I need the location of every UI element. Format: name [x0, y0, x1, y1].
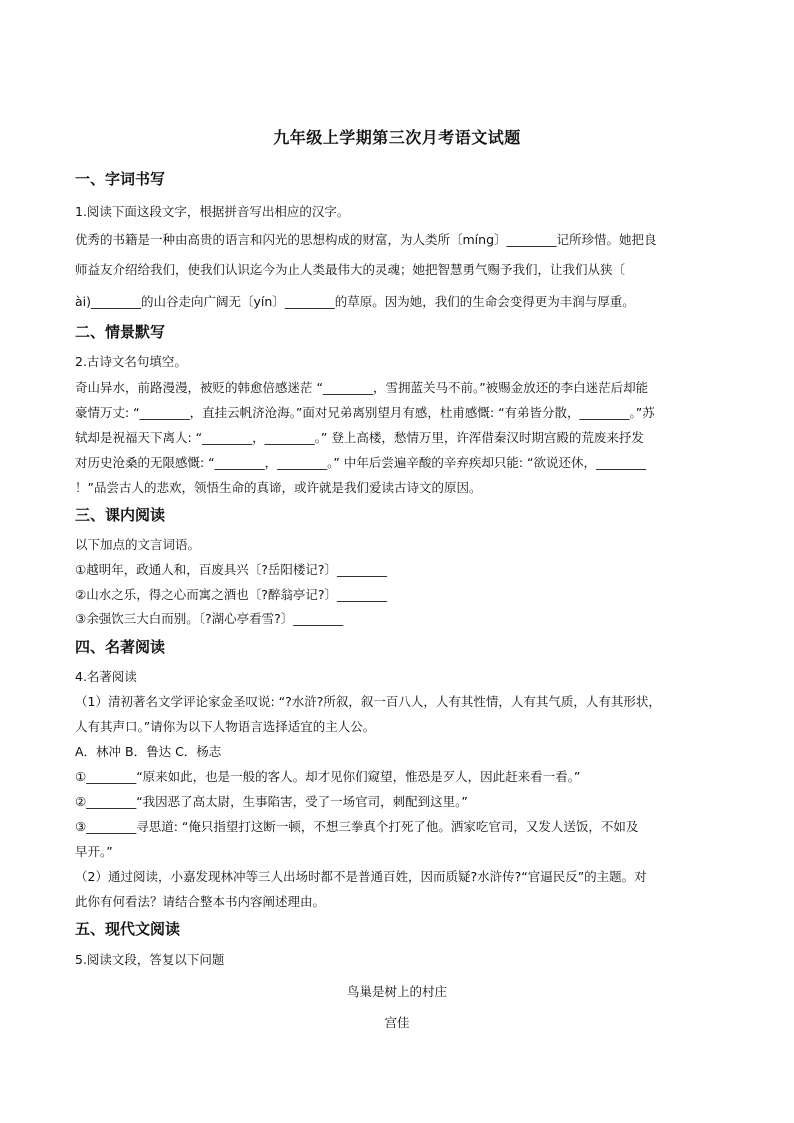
q4-line-8: （2）通过阅读，小嘉发现林冲等三人出场时都不是普通百姓，因而质疑?水浒传?“官逼民反”的主题。对 — [75, 869, 647, 884]
section-heading-1: 一、字词书写 — [75, 170, 166, 188]
q3-line-2: ②山水之乐，得之心而寓之酒也〔?醉翁亭记?〕________ — [75, 587, 387, 602]
q4-line-4: ①________“原来如此，也是一般的客人。却才见你们窥望，惟恐是歹人，因此赶来看一看。” — [75, 769, 581, 784]
page-title: 九年级上学期第三次月考语文试题 — [273, 128, 521, 147]
q2-line-3: 轼却是祝福天下离人: “________，________。” 登上高楼，愁情万里，许浑借秦汉时期宫殿的荒废来抒发 — [75, 430, 644, 445]
q2-line-5: ！”品尝古人的悲欢，领悟生命的真谛，或许就是我们爱读古诗文的原因。 — [75, 480, 482, 495]
q2-prompt: 2.古诗文名句填空。 — [75, 354, 187, 369]
section-heading-4: 四、名著阅读 — [75, 638, 166, 656]
q5-prompt: 5.阅读文段，答复以下问题 — [75, 952, 225, 967]
section-heading-5: 五、现代文阅读 — [75, 920, 181, 938]
q4-line-3: A．林冲 B．鲁达 C．杨志 — [75, 744, 222, 759]
q1-line-1: 优秀的书籍是一种由高贵的语言和闪光的思想构成的财富，为人类所〔míng〕________记所珍惜。她把良 — [75, 232, 657, 247]
q1-line-2: 师益友介绍给我们，使我们认识迄今为止人类最伟大的灵魂；她把智慧勇气赐予我们，让我们从狭〔 — [75, 262, 626, 277]
q4-line-6: ③________寻思道: “俺只指望打这断一顿，不想三拳真个打死了他。洒家吃官司，又发人送饭，不如及 — [75, 819, 639, 834]
section-heading-2: 二、情景默写 — [75, 323, 166, 341]
article-title: 鸟巢是树上的村庄 — [346, 984, 447, 999]
q4-line-7: 早开。” — [75, 844, 113, 859]
q4-line-9: 此你有何看法？请结合整本书内容阐述理由。 — [75, 894, 326, 909]
q1-prompt: 1.阅读下面这段文字，根据拼音写出相应的汉字。 — [75, 204, 350, 219]
q3-line-1: ①越明年，政通人和，百废具兴〔?岳阳楼记?〕________ — [75, 562, 387, 577]
q4-line-1: （1）清初著名文学评论家金圣叹说: “?水浒?所叙，叙一百八人，人有其性情，人有其气质，人有其形状， — [75, 694, 661, 709]
q3-line-3: ③余强饮三大白而别。〔?湖心亭看雪?〕________ — [75, 611, 344, 626]
article-author: 宫佳 — [384, 1015, 410, 1030]
q4-line-2: 人有其声口。”请你为以下人物语言选择适宜的主人公。 — [75, 719, 376, 734]
q2-line-2: 豪情万丈: “________，直挂云帆济沧海。”面对兄弟离别望月有感，杜甫感慨: “有弟皆分散，________。”苏 — [75, 405, 655, 420]
q3-prompt: 以下加点的文言词语。 — [75, 537, 201, 552]
section-heading-3: 三、课内阅读 — [75, 506, 166, 524]
q2-line-1: 奇山异水，前路漫漫，被贬的韩愈倍感迷茫 “________，雪拥蓝关马不前。”被赐金放还的李白迷茫后却能 — [75, 380, 649, 395]
q1-line-3: ài)________的山谷走向广阔无〔yín〕________的草原。因为她，我们的生命会变得更为丰润与厚重。 — [75, 294, 635, 309]
q4-prompt: 4.名著阅读 — [75, 669, 137, 684]
q2-line-4: 对历史沧桑的无限感慨: “________，________。” 中年后尝遍辛酸的辛弃疾却只能: “欲说还休，________ — [75, 455, 647, 470]
q4-line-5: ②________“我因恶了高太尉，生事陷害，受了一场官司，刺配到这里。” — [75, 794, 468, 809]
